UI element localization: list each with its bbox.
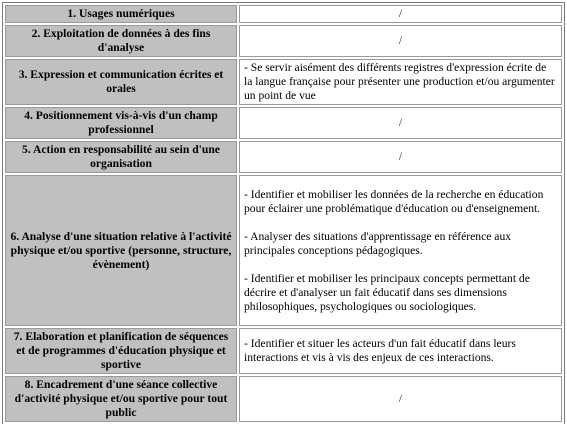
table-row [5, 175, 562, 326]
row-content [239, 107, 562, 139]
row-content [239, 141, 562, 173]
row-content-text: - Analyser des situations d'apprentissage en référence aux principales conceptions pédagogiques. [244, 229, 512, 257]
row-content-text: - Identifier et situer les acteurs d'un fait éducatif dans leurs interactions et vis à vis des enjeux de ces interactions. [244, 337, 516, 364]
row-label: 6. Analyse d'une situation relative à l'activité physique et/ou sportive (personne, structure, évènement) [5, 175, 237, 326]
row-label: 3. Expression et communication écrites et orales [5, 59, 237, 105]
table-row [5, 376, 562, 422]
row-label: 4. Positionnement vis-à-vis d'un champ professionnel [5, 107, 237, 139]
row-content-text: - Identifier et mobiliser les données de la recherche en éducation pour éclairer une problématique d'éducation ou d'enseignement. [244, 187, 544, 215]
row-content [239, 328, 562, 374]
row-label: 2. Exploitation de données à des fins d'analyse [5, 25, 237, 57]
table-row [5, 328, 562, 374]
row-content-text: / [398, 116, 403, 129]
row-content [239, 25, 562, 57]
row-label: 5. Action en responsabilité au sein d'une organisation [5, 141, 237, 173]
row-content-text: - Se servir aisément des différents registres d'expression écrite de la langue française pour présenter une production et/ou argumenter un point de vue [244, 61, 555, 102]
table-row [5, 25, 562, 57]
row-content-text: / [398, 150, 403, 163]
competences-table [3, 3, 564, 424]
row-content [239, 376, 562, 422]
row-content-text: - Identifier et mobiliser les principaux concepts permettant de décrire et d'analyser un fait éducatif dans ses dimensions philosophiques, psychologiques ou sociologiques. [244, 271, 530, 313]
row-content-text: / [398, 34, 403, 47]
row-label: 8. Encadrement d'une séance collective d'activité physique et/ou sportive pour tout public [5, 376, 237, 422]
row-content [239, 5, 562, 23]
table-row [5, 59, 562, 105]
table-row [5, 107, 562, 139]
row-content-text: / [398, 7, 403, 20]
row-content [239, 175, 562, 326]
row-content [239, 59, 562, 105]
row-label: 1. Usages numériques [5, 5, 237, 23]
table-row [5, 5, 562, 23]
row-label: 7. Elaboration et planification de séquences et de programmes d'éducation physique et sportive [5, 328, 237, 374]
row-content-text: / [398, 392, 403, 405]
table-row [5, 141, 562, 173]
